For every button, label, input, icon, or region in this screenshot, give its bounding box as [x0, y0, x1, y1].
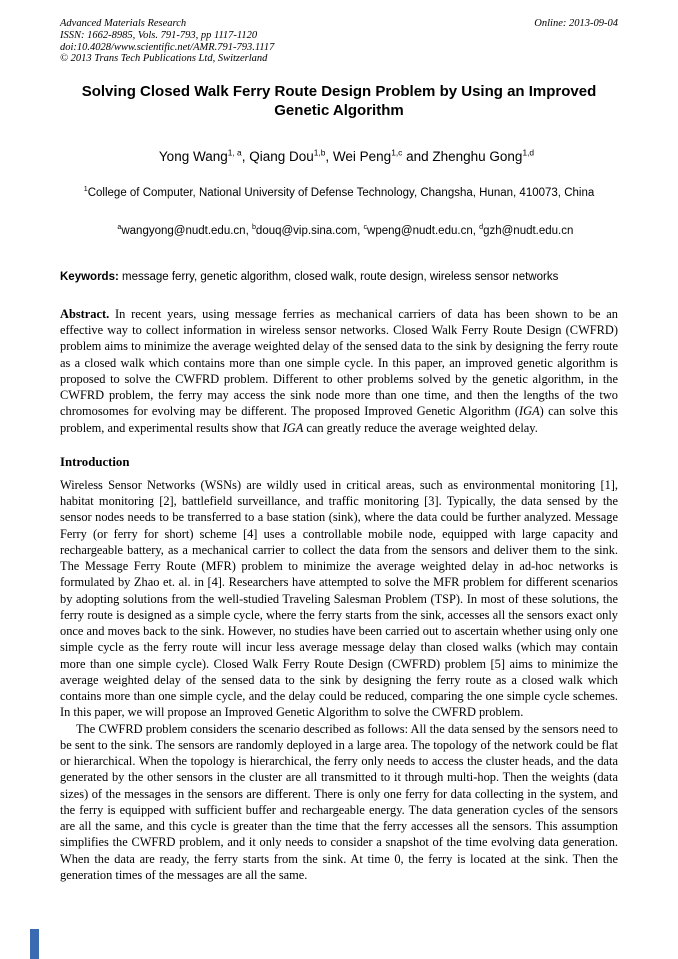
author — [159, 149, 249, 164]
blue-edge-marker — [30, 929, 39, 959]
online-date: Online: 2013-09-04 — [534, 18, 618, 29]
intro-paragraph-1: Wireless Sensor Networks (WSNs) are wildly used in critical areas, such as environmental monitoring [1], habitat monitoring [2], battlefield surveillance, and traffic monitoring [3]. Typically, the data sensed by the sensor nodes needs to be transferred to a base station (sink), where the data could be further analyzed. Message Ferry (or ferry for short) scheme [4] uses a controllable mobile node, equipped with large capacity and rechargeable battery, as a mechanical carrier to collect the data from the sensors and deliver them to the sink. The Message Ferry Route (MFR) problem to minimize the average weighted delay in ad-hoc networks is formulated by Zhao et. al. in [4]. Researchers have attempted to solve the MFR problem for different scenarios by adopting solutions from the well-studied Traveling Salesman Problem (TSP). In most of these solutions, the ferry route is designed as a simple cycle, where the ferry starts from the sink, accesses all the sensors exact only once and moves back to the sink. However, no studies have been carried out to ascertain whether using only one simple cycle as the ferry route will incur less average message delay than closed walks (which may contain more than one simple cycle). Closed Walk Ferry Route Design (CWFRD) problem [5] aims to minimize the average weighted delay of the sensed data to the sink by designing the ferry route as a closed walk which contains more than one simple cycle, and the delay could be reduced, comparing the one simple cycle schemes. In this paper, we will propose an Improved Genetic Algorithm to solve the CWFRD problem. — [60, 477, 618, 720]
document-page — [60, 0, 618, 883]
abstract-paragraph: Abstract. In recent years, using message ferries as mechanical carriers of data has been shown to be an effective way to collect information in wireless sensor networks. Closed Walk Ferry Route Design (CWFRD) problem aims to minimize the average weighted delay of the sensed data to the sink by designing the ferry route as a closed walk which contains more than one simple cycle. In this paper, an improved genetic algorithm is proposed to solve the CWFRD problem. Different to other problems solved by the genetic algorithm, in the CWFRD problem, the ferry may access the sink node more than one time, and then the lengths of the two chromosomes for evolving may be different. The proposed Improved Genetic Algorithm (IGA) can solve this problem, and experimental results show that IGA can greatly reduce the average weighted delay. — [60, 306, 619, 435]
paper-title: Solving Closed Walk Ferry Route Design Problem by Using an Improved Genetic Algorithm — [81, 83, 597, 119]
email-address: wpeng@nudt.edu.cn — [367, 224, 473, 237]
email — [117, 225, 252, 237]
doi-line: doi:10.4028/www.scientific.net/AMR.791-793.1117 — [60, 41, 275, 53]
author-name: Qiang Dou — [249, 148, 314, 164]
email-mark: b — [251, 223, 256, 232]
email — [252, 225, 364, 237]
copyright-line: © 2013 Trans Tech Publications Ltd, Switzerland — [60, 53, 268, 65]
email-mark: a — [117, 223, 122, 232]
author-name: Wei Peng — [332, 148, 392, 164]
affiliation-text: College of Computer, National University of Defense Technology, Changsha, Hunan, 410073, China — [87, 186, 595, 199]
author — [432, 149, 534, 164]
keywords-text: message ferry, genetic algorithm, closed walk, route design, wireless sensor networks — [118, 270, 559, 283]
author-name: Yong Wang — [158, 148, 228, 164]
authors-line — [60, 134, 618, 179]
journal-name: Advanced Materials Research — [60, 18, 187, 29]
email-separator: , — [357, 224, 364, 237]
section-heading-introduction: Introduction — [60, 454, 130, 469]
author-name: Zhenghu Gong — [432, 148, 523, 164]
author-affiliation-mark: 1,b — [313, 147, 326, 157]
issn-line: ISSN: 1662-8985, Vols. 791-793, pp 1117-1120 — [60, 29, 258, 41]
email-separator: , — [245, 224, 252, 237]
author-separator: , — [325, 148, 333, 164]
author-affiliation-mark: 1,c — [391, 147, 403, 157]
affiliation-mark: 1 — [83, 184, 88, 193]
keywords-line — [60, 271, 618, 283]
author — [333, 149, 432, 164]
author — [249, 149, 333, 164]
email-address: wangyong@nudt.edu.cn — [121, 224, 246, 237]
email-address: gzh@nudt.edu.cn — [483, 224, 574, 237]
email-mark: d — [479, 223, 484, 232]
emails-line — [60, 213, 618, 249]
email — [363, 225, 479, 237]
affiliation — [60, 186, 618, 200]
author-separator: , — [241, 148, 250, 164]
email — [479, 225, 573, 237]
author-affiliation-mark: 1,d — [522, 147, 535, 157]
journal-header — [60, 18, 618, 65]
email-separator: , — [472, 224, 480, 237]
keywords-label: Keywords: — [60, 270, 119, 283]
intro-paragraph-2: The CWFRD problem considers the scenario described as follows: All the data sensed by the sensors need to be sent to the sink. The sensors are randomly deployed in a large area. The topology of the network could be flat or hierarchical. When the topology is hierarchical, the ferry only needs to access the cluster heads, and the data generated by the other sensors in the cluster are all transmitted to it through multi-hop. Then the weights (data sizes) of the messages in the sensors are different. There is only one ferry for data collecting in the system, and the ferry is equipped with sufficient buffer and rechargeable energy. The data generation cycles of the sensors are all the same, and this cycle is greater than the time that the ferry accesses all the sensors. This assumption simplifies the CWFRD problem, and it only needs to consider a snapshot of the time evolving data generation. When the data are ready, the ferry starts from the sink. At time 0, the ferry is located at the sink. Then the generation times of the messages are all the same. — [60, 721, 618, 882]
author-affiliation-mark: 1, a — [227, 147, 242, 157]
author-separator: and — [402, 148, 433, 164]
email-address: douq@vip.sina.com — [255, 224, 358, 237]
journal-header-row — [60, 18, 618, 30]
email-mark: c — [363, 223, 368, 232]
